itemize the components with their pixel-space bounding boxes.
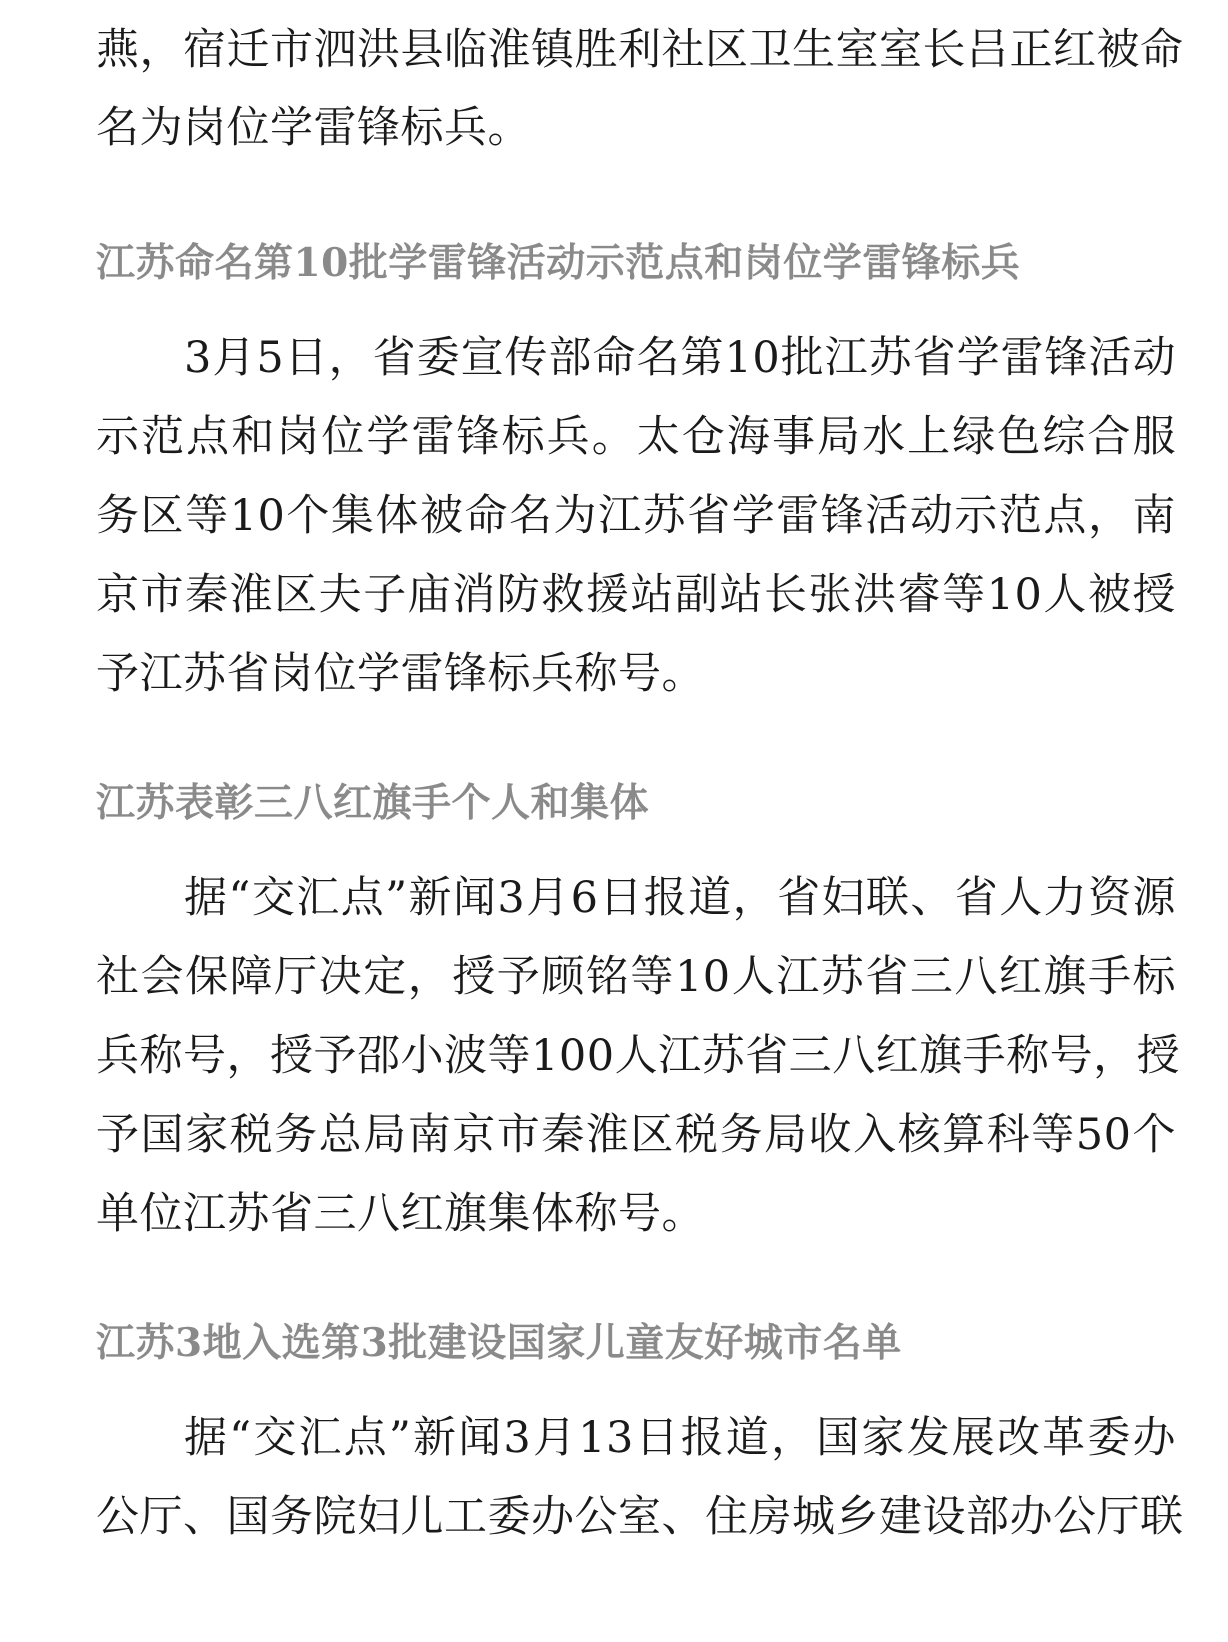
paragraph-line: 务区等10个集体被命名为江苏省学雷锋活动示范点，南 bbox=[96, 491, 1176, 541]
paragraph-line: 予国家税务总局南京市秦淮区税务局收入核算科等50个 bbox=[96, 1110, 1176, 1160]
paragraph-line: 公厅、国务院妇儿工委办公室、住房城乡建设部办公厅联 bbox=[96, 1492, 1184, 1542]
paragraph-line: 京市秦淮区夫子庙消防救援站副站长张洪睿等10人被授 bbox=[96, 570, 1176, 620]
section-heading: 江苏命名第10批学雷锋活动示范点和岗位学雷锋标兵 bbox=[96, 240, 1021, 286]
paragraph-line: 3月5日，省委宣传部命名第10批江苏省学雷锋活动 bbox=[184, 333, 1176, 383]
paragraph-line: 予江苏省岗位学雷锋标兵称号。 bbox=[96, 649, 705, 699]
paragraph-line: 名为岗位学雷锋标兵。 bbox=[96, 103, 531, 153]
paragraph-line: 社会保障厅决定，授予顾铭等10人江苏省三八红旗手标 bbox=[96, 952, 1176, 1002]
paragraph-line: 燕，宿迁市泗洪县临淮镇胜利社区卫生室室长吕正红被命 bbox=[96, 25, 1184, 75]
paragraph-line: 据“交汇点”新闻3月13日报道，国家发展改革委办 bbox=[184, 1413, 1176, 1463]
section-heading: 江苏3地入选第3批建设国家儿童友好城市名单 bbox=[96, 1320, 902, 1366]
paragraph-line: 示范点和岗位学雷锋标兵。太仓海事局水上绿色综合服 bbox=[96, 412, 1176, 462]
paragraph-line: 单位江苏省三八红旗集体称号。 bbox=[96, 1189, 705, 1239]
section-heading: 江苏表彰三八红旗手个人和集体 bbox=[96, 780, 650, 826]
paragraph-line: 兵称号，授予邵小波等100人江苏省三八红旗手称号，授 bbox=[96, 1031, 1181, 1081]
paragraph-line: 据“交汇点”新闻3月6日报道，省妇联、省人力资源 bbox=[184, 873, 1176, 923]
